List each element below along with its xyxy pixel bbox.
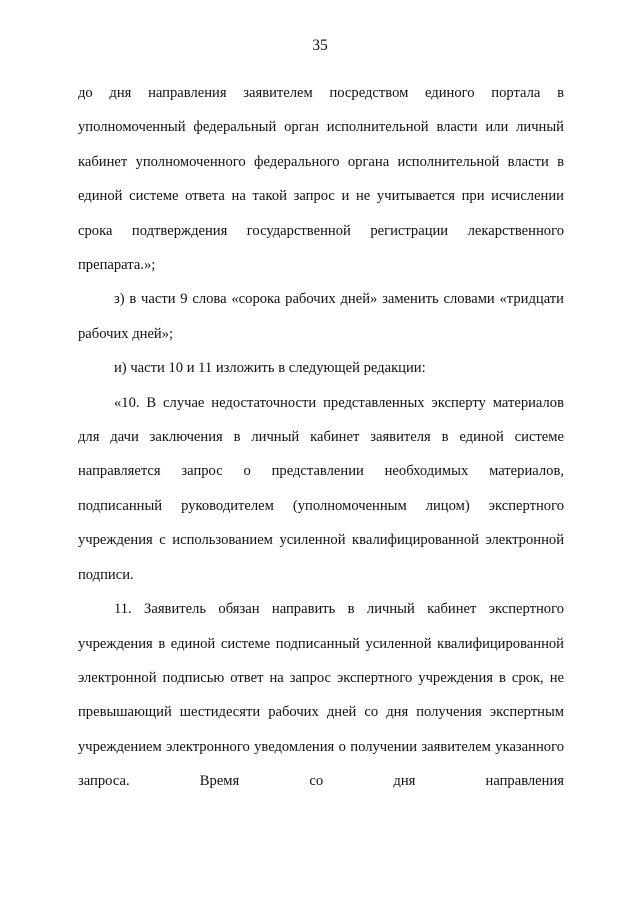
paragraph-part-11: 11. Заявитель обязан направить в личный кабинет экспертного учреждения в единой системе подписанный усиленной квалифицированной электронной подписью ответ на запрос экспертного учреждения в срок, не превышающий шестидесяти рабочих дней со дня получения экспертным учреждением электронного уведомления о получении заявителем указанного запроса. Время со дня направления [78,601,564,790]
page-number: 35 [312,37,328,54]
paragraph-item-z: з) в части 9 слова «сорока рабочих дней» заменить словами «тридцати рабочих дней»; [78,291,564,342]
paragraph-item-i: и) части 10 и 11 изложить в следующей редакции: [114,360,426,377]
paragraph-continuation: до дня направления заявителем посредством единого портала в уполномоченный федеральный орган исполнительной власти или личный кабинет уполномоченного федерального органа исполнительной власти в единой системе ответа на такой запрос и не учитывается при исчислении срока подтверждения государственной регистрации лекарственного препарата.»; [78,85,564,274]
paragraph-part-10: «10. В случае недостаточности представленных эксперту материалов для дачи заключения в личный кабинет заявителя в единой системе направляется запрос о представлении необходимых материалов, подписанный руководителем (уполномоченным лицом) экспертного учреждения с использованием усиленной квалифицированной электронной подписи. [78,394,564,583]
document-body [78,76,564,799]
